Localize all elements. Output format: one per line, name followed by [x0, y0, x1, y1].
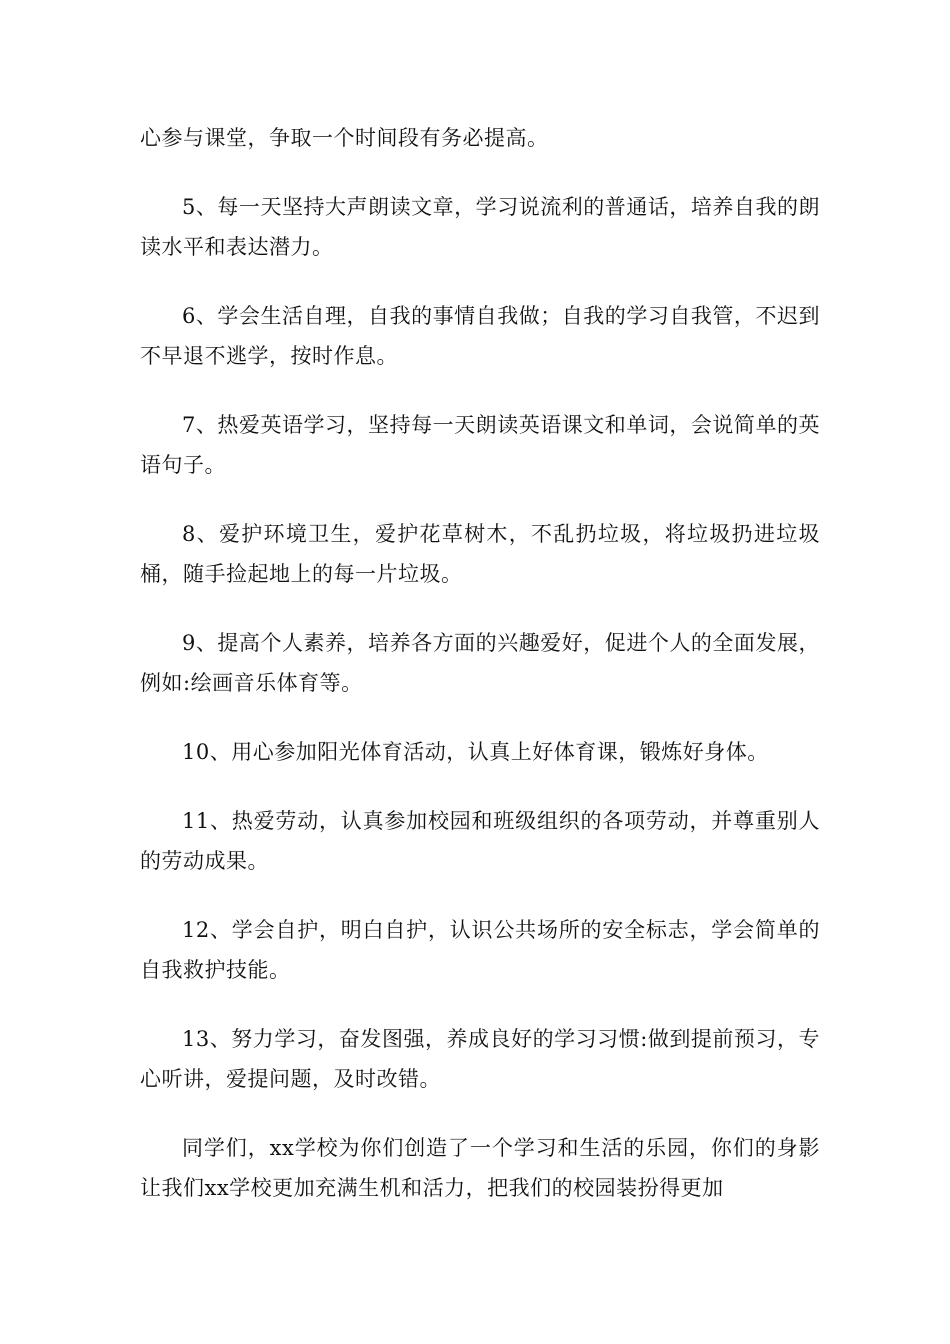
document-body	[140, 118, 820, 1237]
paragraph-item-5: 5、每一天坚持大声朗读文章，学习说流利的普通话，培养自我的朗读水平和表达潜力。	[140, 195, 820, 259]
paragraph-continued: 心参与课堂，争取一个时间段有务必提高。	[140, 126, 549, 150]
paragraph-item-9: 9、提高个人素养，培养各方面的兴趣爱好，促进个人的全面发展，例如:绘画音乐体育等。	[140, 631, 820, 695]
paragraph-item-11: 11、热爱劳动，认真参加校园和班级组织的各项劳动，并尊重别人的劳动成果。	[140, 809, 820, 873]
paragraph-item-7: 7、热爱英语学习，坚持每一天朗读英语课文和单词，会说简单的英语句子。	[140, 413, 820, 477]
paragraph-item-8: 8、爱护环境卫生，爱护花草树木，不乱扔垃圾，将垃圾扔进垃圾桶，随手捡起地上的每一片垃圾。	[140, 522, 820, 586]
paragraph-item-12: 12、学会自护，明白自护，认识公共场所的安全标志，学会简单的自我救护技能。	[140, 918, 820, 982]
paragraph-closing: 同学们，xx学校为你们创造了一个学习和生活的乐园，你们的身影让我们xx学校更加充满生机和活力，把我们的校园装扮得更加	[140, 1136, 820, 1200]
paragraph-item-6: 6、学会生活自理，自我的事情自我做；自我的学习自我管，不迟到不早退不逃学，按时作息。	[140, 304, 820, 368]
paragraph-item-10: 10、用心参加阳光体育活动，认真上好体育课，锻炼好身体。	[182, 740, 769, 764]
paragraph-item-13: 13、努力学习，奋发图强，养成良好的学习习惯:做到提前预习，专心听讲，爱提问题，及时改错。	[140, 1027, 820, 1091]
